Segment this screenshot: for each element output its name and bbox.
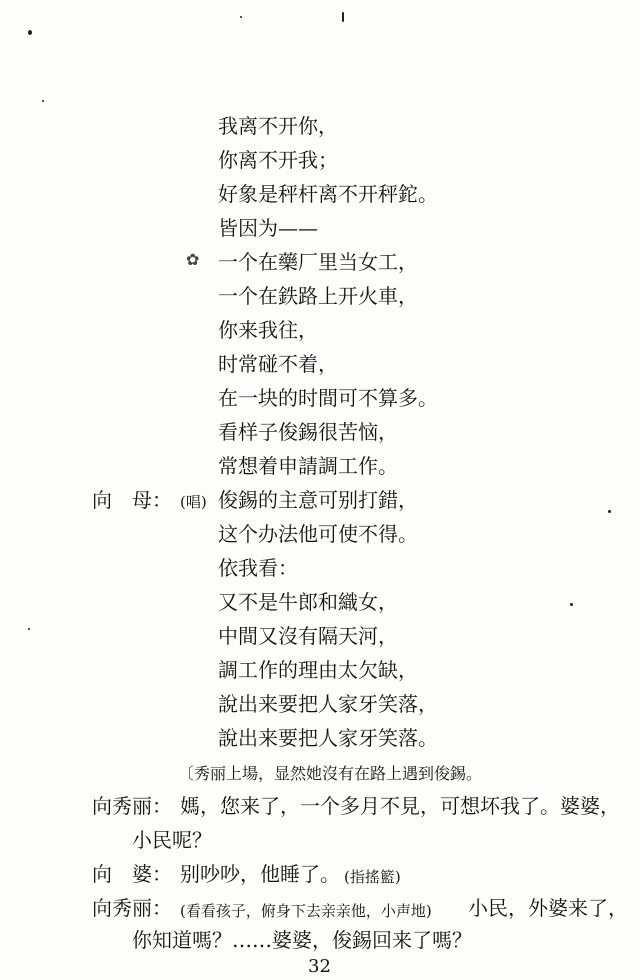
dialogue-line: 小民呢？ bbox=[132, 828, 212, 852]
verse-line: 你离不开我； bbox=[218, 148, 338, 172]
verse-line: 看样子俊錫很苦恼， bbox=[218, 420, 398, 444]
ink-speck bbox=[28, 628, 30, 630]
ink-speck bbox=[342, 12, 344, 22]
ink-speck bbox=[42, 100, 44, 102]
speaker-xiuli: 向秀丽： bbox=[92, 896, 172, 920]
stage-direction-inline: (指搖籃) bbox=[344, 868, 401, 886]
verse-line: 說出来要把人家牙笑落。 bbox=[218, 726, 438, 750]
verse-line: 一个在鉄路上开火車， bbox=[218, 284, 418, 308]
verse-line: 你来我往， bbox=[218, 318, 318, 342]
verse-line: 依我看： bbox=[218, 556, 298, 580]
ink-speck bbox=[240, 16, 242, 18]
flower-icon: ✿ bbox=[186, 250, 200, 269]
verse-line: 时常碰不着， bbox=[218, 352, 338, 376]
stage-direction-inline: (看看孩子，俯身下去亲亲他，小声地) bbox=[180, 902, 432, 920]
verse-line: 一个在藥厂里当女工， bbox=[218, 250, 418, 274]
stage-direction-sing: (唱) bbox=[180, 493, 207, 511]
speaker-grandma: 向 婆： bbox=[92, 862, 172, 886]
speaker-xiuli: 向秀丽： bbox=[92, 794, 172, 818]
verse-line: 这个办法他可使不得。 bbox=[218, 522, 418, 546]
dialogue-line: 小民，外婆来了， bbox=[468, 896, 628, 920]
verse-line: 我离不开你， bbox=[218, 114, 338, 138]
speaker-mother: 向 母： bbox=[92, 488, 172, 512]
verse-line: 中間又沒有隔天河， bbox=[218, 624, 398, 648]
verse-line: 又不是牛郎和織女， bbox=[218, 590, 398, 614]
page-number: 32 bbox=[308, 956, 331, 977]
verse-line: 好象是秤杆离不开秤鉈。 bbox=[218, 182, 438, 206]
stage-direction: 〔秀丽上場，显然她沒有在路上遇到俊錫。 bbox=[178, 764, 483, 783]
verse-line: 俊錫的主意可别打錯， bbox=[218, 488, 418, 512]
verse-line: 常想着申請調工作。 bbox=[218, 454, 398, 478]
ink-speck bbox=[28, 30, 32, 35]
ink-speck bbox=[570, 603, 573, 606]
verse-line: 皆因为—— bbox=[218, 216, 318, 240]
dialogue-line: 媽，您来了，一个多月不見，可想坏我了。婆婆， bbox=[180, 794, 620, 818]
dialogue-line: 别吵吵，他睡了。 bbox=[180, 862, 340, 886]
verse-line: 在一块的时間可不算多。 bbox=[218, 386, 438, 410]
verse-line: 調工作的理由太欠缺， bbox=[218, 658, 418, 682]
ink-speck bbox=[608, 510, 611, 513]
dialogue-line: 你知道嗎？……婆婆，俊錫回来了嗎？ bbox=[132, 928, 472, 952]
verse-line: 說出来要把人家牙笑落， bbox=[218, 692, 438, 716]
